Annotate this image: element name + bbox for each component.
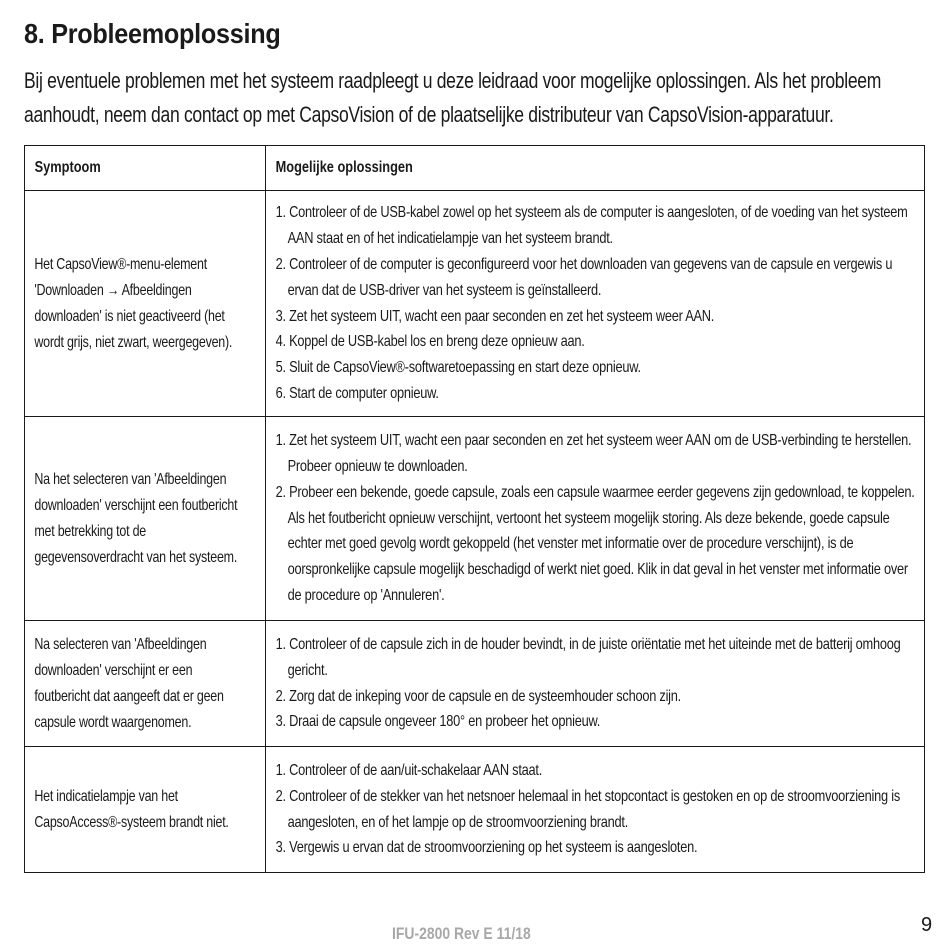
- solutions-list: [266, 200, 916, 406]
- table-row: [25, 191, 925, 417]
- list-item: 6. Start de computer opnieuw.: [275, 384, 439, 402]
- solutions-list: [266, 632, 916, 735]
- list-item: 1. Controleer of de aan/uit-schakelaar AAN staat.: [275, 761, 543, 779]
- solutions-cell: [266, 417, 925, 621]
- symptom-cell: Na het selecteren van 'Afbeeldingen downloaden' verschijnt een foutbericht met betrekking tot de gegevensoverdracht van het systeem.: [25, 417, 266, 621]
- table-row: [25, 621, 925, 747]
- symptom-cell: Na selecteren van 'Afbeeldingen downloaden' verschijnt er een foutbericht dat aangeeft dat er geen capsule wordt waargenomen.: [25, 621, 266, 747]
- intro-paragraph: Bij eventuele problemen met het systeem raadpleegt u deze leidraad voor mogelijke oplossingen. Als het probleem aanhoudt, neem dan contact op met CapsoVision of de plaatselijke distributeur van CapsoVision-apparatuur.: [24, 68, 882, 127]
- table-row: [25, 417, 925, 621]
- header-solutions: Mogelijke oplossingen: [266, 146, 925, 191]
- page-number: 9: [921, 914, 933, 936]
- table-row: [25, 747, 925, 873]
- header-symptom: Symptoom: [25, 146, 266, 191]
- list-item: 2. Controleer of de computer is geconfigureerd voor het downloaden van gegevens van de capsule en vergewis u ervan dat de USB-driver van het systeem is geïnstalleerd.: [275, 255, 893, 299]
- list-item: 2. Controleer of de stekker van het netsnoer helemaal in het stopcontact is gestoken en op de stroomvoorziening is aangesloten, en of het lampje op de stroomvoorziening brandt.: [275, 787, 901, 831]
- list-item: 3. Draai de capsule ongeveer 180° en probeer het opnieuw.: [275, 713, 601, 731]
- section-title: 8. Probleemoplossing: [24, 18, 281, 49]
- list-item: 4. Koppel de USB-kabel los en breng deze opnieuw aan.: [275, 333, 585, 351]
- troubleshooting-table: [24, 145, 925, 873]
- document-code: IFU-2800 Rev E 11/18: [392, 924, 531, 943]
- solutions-cell: [266, 191, 925, 417]
- solutions-cell: [266, 621, 925, 747]
- list-item: 5. Sluit de CapsoView®-softwaretoepassing en start deze opnieuw.: [275, 359, 641, 377]
- symptom-cell: Het CapsoView®-menu-element 'Downloaden → Afbeeldingen downloaden' is niet geactiveerd (het wordt grijs, niet zwart, weergegeven).: [25, 191, 266, 417]
- list-item: 2. Probeer een bekende, goede capsule, zoals een capsule waarmee eerder gegevens zijn gedownload, te koppelen. Als het foutbericht opnieuw verschijnt, vertoont het systeem mogelijk storing. Als deze bekende, goede capsule echter met goed gevolg wordt gekoppeld (het venster met informatie over de procedure verschijnt), is de oorspronkelijke capsule mogelijk beschadigd of werkt niet goed. Klik in dat geval in het venster met informatie over de procedure op 'Annuleren'.: [275, 483, 915, 604]
- list-item: 3. Vergewis u ervan dat de stroomvoorziening op het systeem is aangesloten.: [275, 839, 698, 857]
- list-item: 3. Zet het systeem UIT, wacht een paar seconden en zet het systeem weer AAN.: [275, 307, 715, 325]
- list-item: 1. Controleer of de capsule zich in de houder bevindt, in de juiste oriëntatie met het uiteinde met de batterij omhoog gericht.: [275, 635, 901, 679]
- solutions-list: [266, 428, 916, 609]
- table-header-row: [25, 146, 925, 191]
- symptom-cell: Het indicatielampje van het CapsoAccess®-systeem brandt niet.: [25, 747, 266, 873]
- list-item: 1. Controleer of de USB-kabel zowel op het systeem als de computer is aangesloten, of de voeding van het systeem AAN staat en of het indicatielampje van het systeem brandt.: [275, 204, 908, 248]
- solutions-cell: [266, 747, 925, 873]
- solutions-list: [266, 758, 916, 861]
- list-item: 1. Zet het systeem UIT, wacht een paar seconden en zet het systeem weer AAN om de USB-verbinding te herstellen. Probeer opnieuw te downloaden.: [275, 432, 912, 475]
- list-item: 2. Zorg dat de inkeping voor de capsule en de systeemhouder schoon zijn.: [275, 687, 681, 705]
